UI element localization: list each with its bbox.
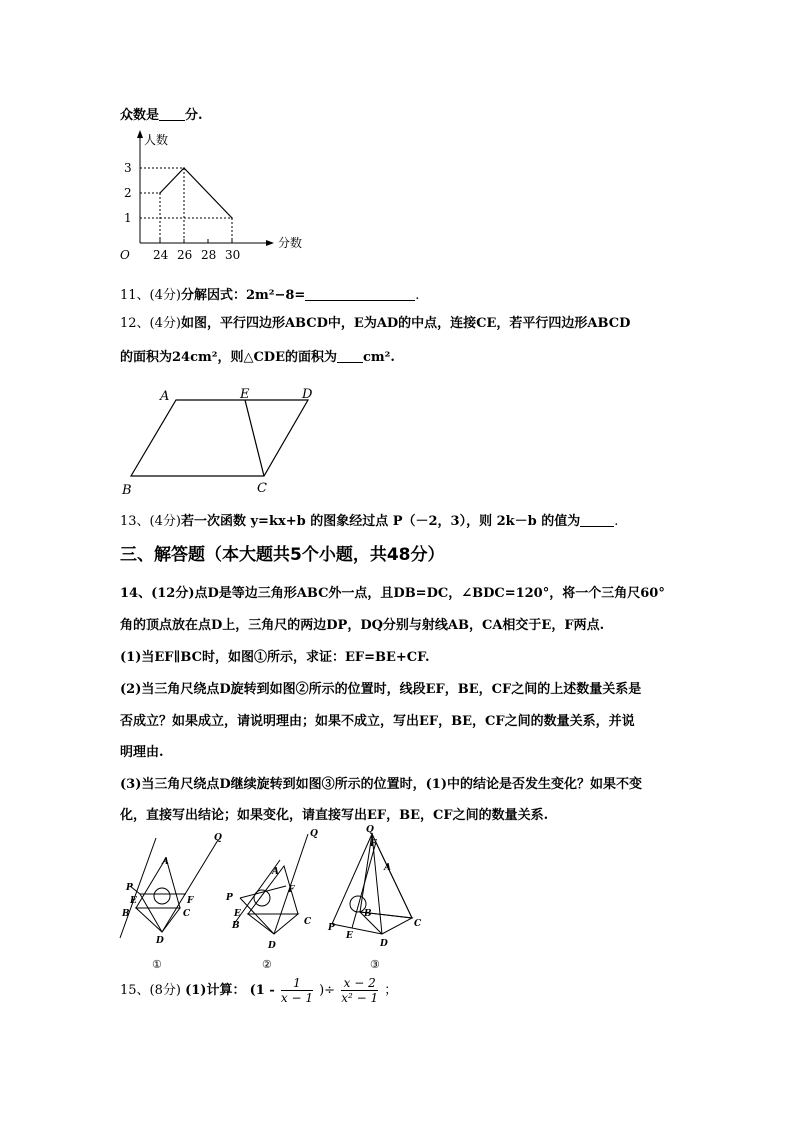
x-axis-arrow [266,240,274,246]
svg-text:E: E [346,931,353,941]
question-14-line8: 化，直接写出结论；如果变化，请直接写出EF，BE，CF之间的数量关系. [120,808,549,823]
svg-text:C: C [183,909,191,919]
fig3-caption: ③ [370,958,380,971]
label-b: B [122,483,132,498]
svg-text:P: P [226,893,233,903]
question-15: 15、(8分) (1)计算： (1 - $\frac{1}{x - 1}$ )÷ $\frac{x - 2}{\text{x² − 1}}$ ； [120,976,398,1005]
svg-text:D: D [156,936,164,946]
y-tick-label: 3 [124,161,132,175]
question-14-line2: 角的顶点放在点D上，三角尺的两边DP，DQ分别与射线AB，CA相交于E，F两点. [120,618,605,633]
svg-text:F: F [288,885,295,895]
question-11: 11、(4分)分解因式：2m²−8= . [120,288,420,303]
svg-text:A: A [162,857,169,867]
data-point [231,217,233,219]
parallelogram-figure [118,382,318,498]
svg-text:C: C [414,919,422,929]
fraction-2: $\frac{x - 2}{\text{x² − 1}}$ [341,976,379,1005]
svg-text:Q: Q [366,825,374,835]
figure-3 [326,820,456,970]
x-tick-label: 28 [201,248,217,262]
svg-text:B: B [232,921,240,931]
question-14-line6: 明理由. [120,745,164,760]
origin-label: O [120,248,130,262]
x-axis-label: 分数 [278,236,303,250]
y-tick-label: 1 [124,211,132,225]
label-a: A [160,389,170,404]
svg-text:D: D [268,941,276,951]
question-14-line3: (1)当EF∥BC时，如图①所示，求证：EF=BE+CF. [120,650,430,665]
y-axis-label: 人数 [144,133,169,147]
q10-tail: 众数是 分. [120,108,203,123]
label-c: C [257,481,267,496]
question-14-line4: (2)当三角尺绕点D旋转到如图②所示的位置时，线段EF，BE，CF之间的上述数量关系是 [120,682,642,697]
y-axis-arrow [137,130,143,138]
x-tick-label: 30 [225,248,241,262]
svg-text:P: P [328,923,335,933]
svg-text:E: E [130,896,137,906]
data-point [159,192,161,194]
frequency-line-chart [118,128,308,263]
parallelogram-abcd [131,400,308,476]
fig1-caption: ① [152,958,162,971]
question-12-line2: 的面积为24cm²，则△CDE的面积为 cm². [120,350,395,365]
svg-text:P: P [126,883,133,893]
svg-text:A: A [384,863,391,873]
fig2-caption: ② [262,958,272,971]
data-line [160,168,232,218]
svg-text:C: C [304,917,312,927]
segment-ce [245,400,264,476]
svg-text:A: A [272,867,279,877]
question-13: 13、(4分)若一次函数 y=kx+b 的图象经过点 P（－2，3），则 2k－b 的值为 . [120,514,619,529]
svg-text:E: E [234,909,241,919]
label-d: D [302,387,313,402]
svg-text:Q: Q [310,829,318,839]
question-14-line5: 否成立？如果成立，请说明理由；如果不成立，写出EF，BE，CF之间的数量关系，并说 [120,714,635,729]
svg-text:Q: Q [214,833,222,843]
section-heading: 三、解答题（本大题共5个小题，共48分） [120,545,445,565]
question-14-line7: (3)当三角尺绕点D继续旋转到如图③所示的位置时，(1)中的结论是否发生变化？如果不变 [120,777,642,792]
svg-text:F: F [187,896,194,906]
data-point [183,167,185,169]
svg-text:B: B [364,909,372,919]
svg-text:B: B [122,909,130,919]
x-tick-label: 26 [177,248,193,262]
x-tick-label: 24 [153,248,169,262]
svg-text:F: F [370,839,377,849]
label-e: E [240,387,250,402]
question-12-line1: 12、(4分)如图，平行四边形ABCD中，E为AD的中点，连接CE，若平行四边形ABCD [120,316,631,331]
figure-1 [112,828,232,973]
question-14-line1: 14、(12分)点D是等边三角形ABC外一点，且DB=DC，∠BDC=120°，将一个三角尺60° [120,586,665,601]
fraction-1: $\frac{1}{x - 1}$ [280,976,313,1005]
y-tick-label: 2 [124,186,132,200]
svg-text:D: D [380,939,388,949]
